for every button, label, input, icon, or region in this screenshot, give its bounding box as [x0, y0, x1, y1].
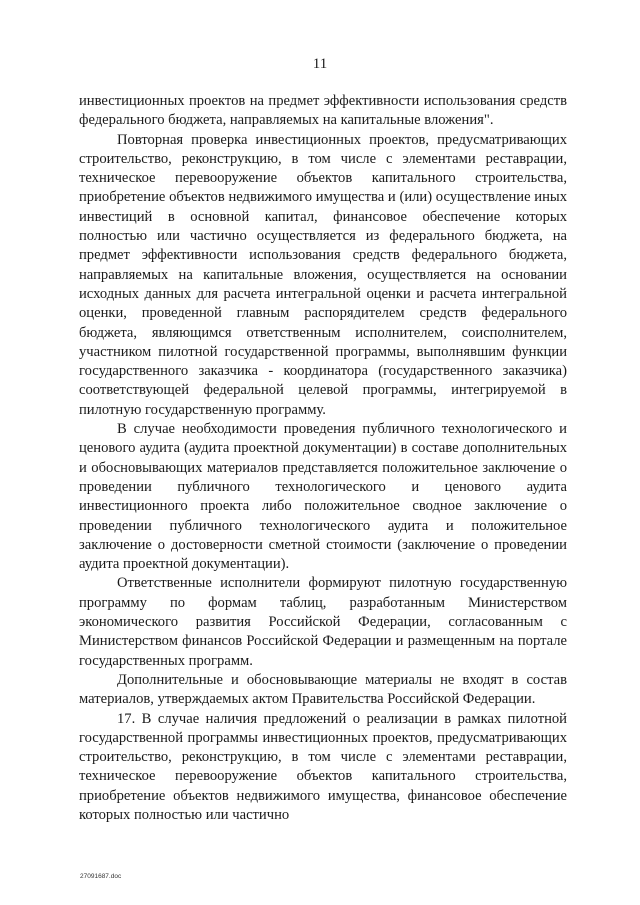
- paragraph-1: инвестиционных проектов на предмет эффективности использования средств федерального бюджета, направляемых на капитальные вложения".: [79, 93, 567, 129]
- paragraph-2: Повторная проверка инвестиционных проектов, предусматривающих строительство, реконструкцию, в том числе с элементами реставрации, техническое перевооружение объектов капитального строительства, приобретение объектов недвижимого имущества и (или) осуществление иных инвестиций в основной капитал, финансовое обеспечение которых полностью или частично осуществляется из федерального бюджета, на предмет эффективности использования средств федерального бюджета, направляемых на капитальные вложения, осуществляется на основании исходных данных для расчета интегральной оценки и расчета интегральной оценки, проведенной главным распорядителем средств федерального бюджета, являющимся ответственным исполнителем, соисполнителем, участником пилотной государственной программы, выполнявшим функции государственного заказчика - координатора (государственного заказчика) соответствующей федеральной целевой программы, интегрируемой в пилотную государственную программу.: [79, 131, 567, 418]
- paragraph-3: В случае необходимости проведения публичного технологического и ценового аудита (аудита проектной документации) в составе дополнительных и обосновывающих материалов представляется положительное заключение о проведении публичного технологического и ценового аудита инвестиционного проекта либо положительное сводное заключение о проведении публичного технологического аудита и положительное заключение о достоверности сметной стоимости (заключение о проведении аудита проектной документации).: [79, 421, 567, 573]
- paragraph-4: Ответственные исполнители формируют пилотную государственную программу по формам таблиц, разработанным Министерством экономического развития Российской Федерации, согласованным с Министерством финансов Российской Федерации и размещенным на портале государственных программ.: [79, 575, 567, 669]
- footer-filename: 27091687.doc: [80, 873, 122, 880]
- paragraph-6: 17. В случае наличия предложений о реализации в рамках пилотной государственной программы инвестиционных проектов, предусматривающих строительство, реконструкцию, в том числе с элементами реставрации, техническое перевооружение объектов капитального строительства, приобретение объектов недвижимого имущества, финансовое обеспечение которых полностью или частично: [79, 710, 567, 823]
- page-number: 11: [312, 56, 328, 72]
- paragraph-5: Дополнительные и обосновывающие материалы не входят в состав материалов, утверждаемых актом Правительства Российской Федерации.: [79, 671, 567, 708]
- document-body: [79, 92, 567, 825]
